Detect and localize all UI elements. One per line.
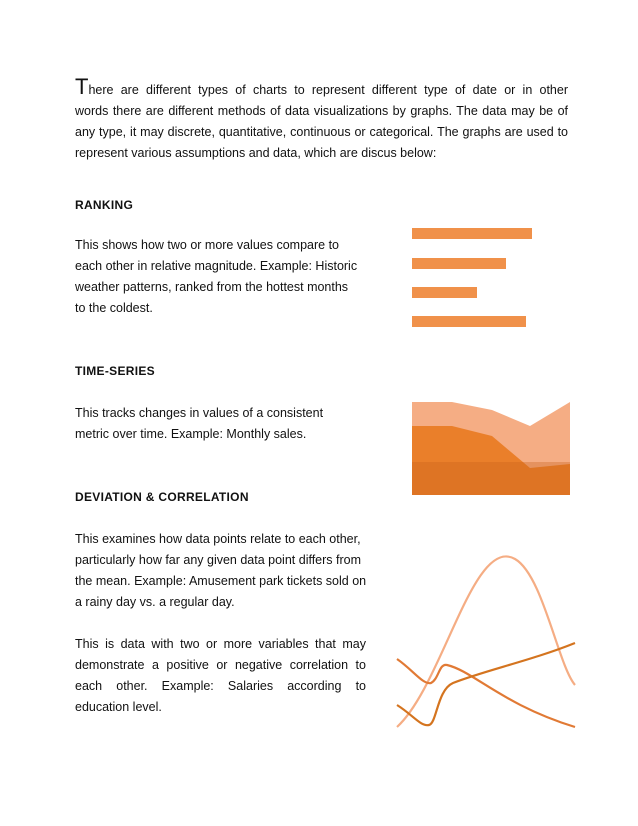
ranking-graphic bbox=[412, 225, 542, 335]
ranking-bar bbox=[412, 316, 526, 327]
deviation-text-1: This examines how data points relate to each other, particularly how far any given data point differs from the mean. Example: Amusement park tickets sold on a rainy day vs. a regular day. bbox=[75, 532, 367, 609]
area-shade bbox=[412, 462, 570, 495]
curve-deviation bbox=[397, 659, 575, 727]
correlation-graphic bbox=[393, 555, 583, 735]
ranking-bar bbox=[412, 258, 506, 269]
intro-line-1-text: here are different types of charts to represent different type of date or in other bbox=[88, 83, 568, 97]
intro-line-1 bbox=[75, 74, 568, 101]
time-series-heading: TIME-SERIES bbox=[75, 364, 155, 378]
ranking-text: This shows how two or more values compare to each other in relative magnitude. Example: Historic weather patterns, ranked from the hottest months to the coldest. bbox=[75, 238, 358, 315]
ranking-bar bbox=[412, 287, 477, 298]
deviation-heading: DEVIATION & CORRELATION bbox=[75, 490, 249, 504]
intro-paragraph bbox=[75, 74, 568, 164]
curve-bell bbox=[397, 556, 575, 727]
deviation-text-2: This is data with two or more variables that may demonstrate a positive or negative correlation to each other. Example: Salaries according to education level. bbox=[75, 637, 366, 714]
intro-rest: words there are different methods of data visualizations by graphs. The data may be of any type, it may discrete, quantitative, continuous or categorical. The graphs are used to represent various assumptions and data, which are discus below: bbox=[75, 104, 568, 160]
ranking-bar bbox=[412, 228, 532, 239]
time-series-text: This tracks changes in values of a consistent metric over time. Example: Monthly sales. bbox=[75, 406, 324, 441]
time-series-graphic bbox=[412, 400, 572, 496]
ranking-heading: RANKING bbox=[75, 198, 134, 212]
drop-letter: T bbox=[75, 74, 89, 99]
